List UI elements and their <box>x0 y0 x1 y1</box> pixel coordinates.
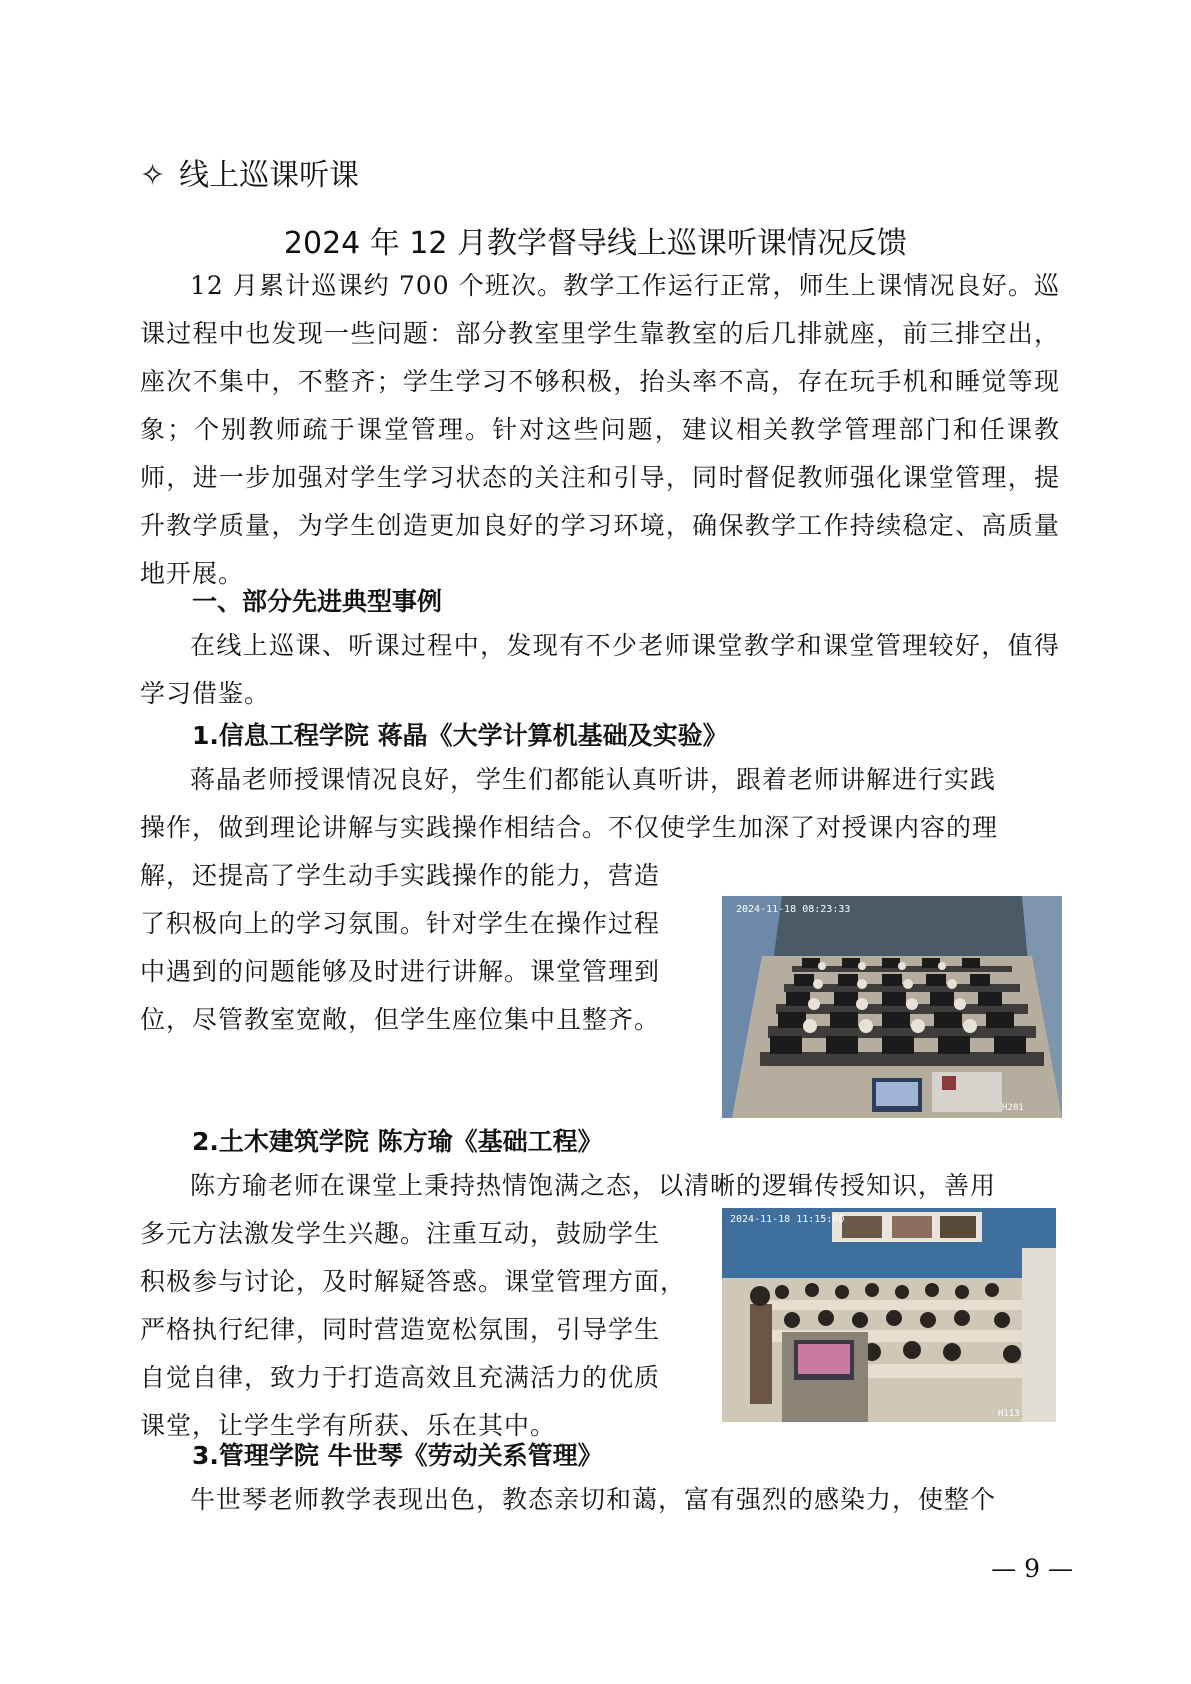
case1-line: 中遇到的问题能够及时进行讲解。课堂管理到 <box>140 957 661 986</box>
diamond-star-icon: ✧ <box>140 158 166 193</box>
page-title: 2024 年 12 月教学督导线上巡课听课情况反馈 <box>283 226 908 261</box>
section-heading <box>140 150 359 194</box>
case1-heading: 1.信息工程学院 蒋晶《大学计算机基础及实验》 <box>192 721 728 750</box>
photo-room-label: H113 <box>998 1409 1020 1419</box>
intro-paragraph: 12 月累计巡课约 700 个班次。教学工作运行正常，师生上课情况良好。巡课过程中也发现一些问题：部分教室里学生靠教室的后几排就座，前三排空出，座次不集中，不整齐；学生学习不够积极，抬头率不高，存在玩手机和睡觉等现象；个别教师疏于课堂管理。针对这些问题，建议相关教学管理部门和任课教师，进一步加强对学生学习状态的关注和引导，同时督促教师强化课堂管理，提升教学质量，为学生创造更加良好的学习环境，确保教学工作持续稳定、高质量地开展。 <box>140 271 1060 588</box>
case2-line: 陈方瑜老师在课堂上秉持热情饱满之态，以清晰的逻辑传授知识，善用 <box>190 1171 997 1200</box>
case1-line: 操作，做到理论讲解与实践操作相结合。不仅使学生加深了对授课内容的理 <box>140 813 999 842</box>
case1-line: 了积极向上的学习氛围。针对学生在操作过程 <box>140 909 661 938</box>
case1-line: 解，还提高了学生动手实践操作的能力，营造 <box>140 861 661 890</box>
case2-heading: 2.土木建筑学院 陈方瑜《基础工程》 <box>192 1127 603 1156</box>
case2-line: 严格执行纪律，同时营造宽松氛围，引导学生 <box>140 1315 661 1344</box>
photo-timestamp: 2024-11-18 08:23:33 <box>736 904 851 915</box>
case2-line: 多元方法激发学生兴趣。注重互动，鼓励学生 <box>140 1219 661 1248</box>
section1-heading: 一、部分先进典型事例 <box>192 587 443 616</box>
page-number: — 9 — <box>991 1554 1073 1583</box>
section-heading-text: 线上巡课听课 <box>179 158 360 193</box>
case3-heading: 3.管理学院 牛世琴《劳动关系管理》 <box>192 1441 603 1470</box>
photo-room-label: H201 <box>1002 1103 1024 1113</box>
section1-paragraph: 在线上巡课、听课过程中，发现有不少老师课堂教学和课堂管理较好，值得学习借鉴。 <box>140 631 1060 708</box>
case3-text <box>140 1476 1060 1524</box>
photo-timestamp: 2024-11-18 11:15:00 <box>730 1214 845 1225</box>
case2-line: 自觉自律，致力于打造高效且充满活力的优质 <box>140 1363 661 1392</box>
classroom-photo <box>722 1208 1056 1422</box>
case3-line: 牛世琴老师教学表现出色，教态亲切和蔼，富有强烈的感染力，使整个 <box>190 1485 997 1514</box>
computer-lab-photo <box>722 896 1062 1118</box>
case1-line: 位，尽管教室宽敞，但学生座位集中且整齐。 <box>140 1005 661 1034</box>
case2-line: 积极参与讨论，及时解疑答惑。课堂管理方面， <box>140 1267 687 1296</box>
case2-line: 课堂，让学生学有所获、乐在其中。 <box>140 1411 557 1440</box>
case1-line: 蒋晶老师授课情况良好，学生们都能认真听讲，跟着老师讲解进行实践 <box>190 765 997 794</box>
